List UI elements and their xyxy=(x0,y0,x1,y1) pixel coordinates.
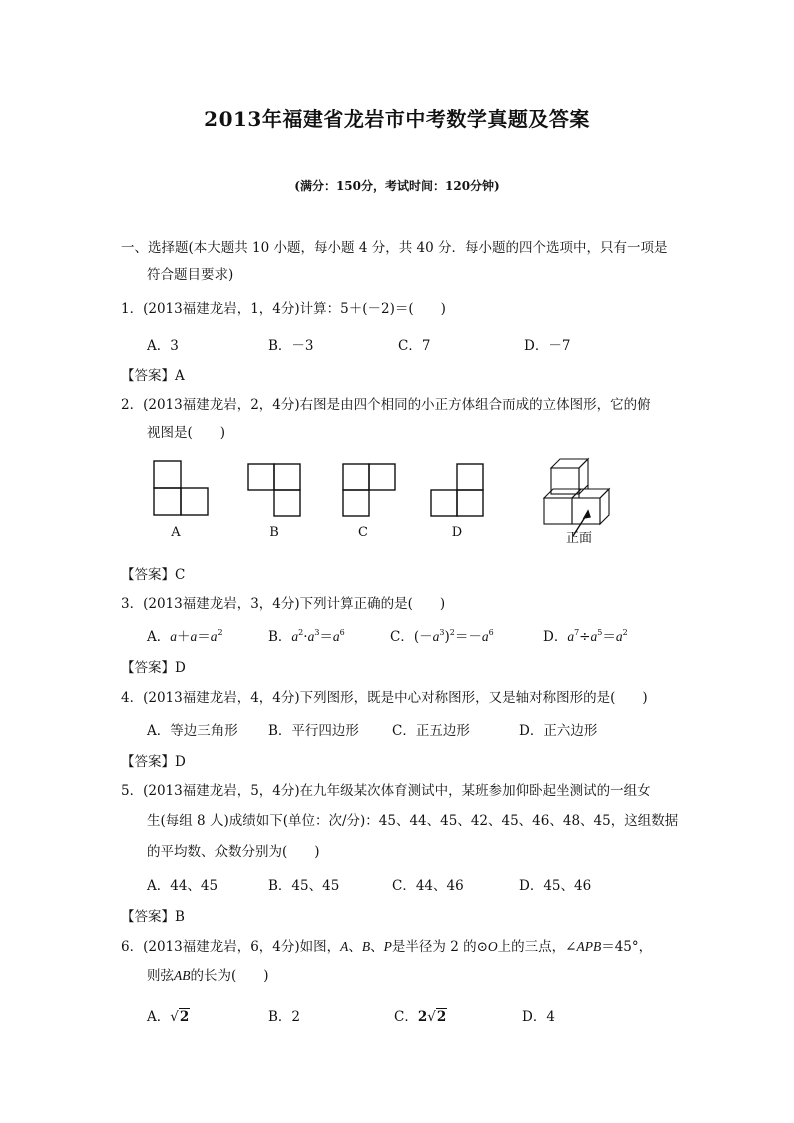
q2-figures xyxy=(0,458,794,548)
page-title: 2013年福建省龙岩市中考数学真题及答案 xyxy=(204,107,590,131)
answer-prefix: 【答案】 xyxy=(121,368,175,384)
q5-option-b: B．45、45 xyxy=(268,878,340,894)
question-5-stem-line2: 生(每组 8 人)成绩如下(单位：次/分)：45、44、45、42、45、46、48、45，这组数据 xyxy=(147,813,679,829)
section-heading-line1: 一、选择题(本大题共 10 小题，每小题 4 分，共 40 分．每小题的四个选项中，只有一项是 xyxy=(121,240,668,256)
question-5-stem-line1: 5．(2013福建龙岩，5，4分)在九年级某次体育测试中，某班参加仰卧起坐测试的一组女 xyxy=(121,783,651,799)
answer-value: D xyxy=(175,754,186,770)
q2-front-label: 正面 xyxy=(566,531,593,546)
answer-prefix: 【答案】 xyxy=(121,660,175,676)
q6-option-b: B．2 xyxy=(268,1009,301,1025)
q3-option-b: B．$a^2\cdot a^3=a^6$ xyxy=(268,628,345,645)
q6-option-d: D．4 xyxy=(522,1009,555,1025)
q5-option-d: D．45、46 xyxy=(519,878,592,894)
sqrt-icon: √2 xyxy=(170,1009,190,1025)
answer-value: D xyxy=(175,660,186,676)
q5-option-a: A．44、45 xyxy=(147,878,219,894)
question-2-stem-line2: 视图是( ) xyxy=(147,425,226,441)
answer-value: C xyxy=(175,567,186,583)
q4-option-c: C．正五边形 xyxy=(392,723,470,739)
q4-option-d: D．正六边形 xyxy=(519,723,598,739)
q3-option-c: C．$(-a^3)^2=-a^6$ xyxy=(390,628,494,645)
q6-option-c: C．2√2 xyxy=(394,1009,447,1025)
answer-prefix: 【答案】 xyxy=(121,909,175,925)
question-1-stem: 1．(2013福建龙岩，1，4分)计算：5＋(－2)＝( ) xyxy=(121,301,446,317)
q4-option-b: B．平行四边形 xyxy=(268,723,359,739)
question-6-stem-line1: 6．(2013福建龙岩，6，4分)如图，A、B、P是半径为 2 的⊙O上的三点，∠APB＝45°， xyxy=(121,939,653,955)
q2-option-b-figure xyxy=(248,464,300,516)
question-3-stem: 3．(2013福建龙岩，3，4分)下列计算正确的是( ) xyxy=(121,596,446,612)
question-6-stem-line2: 则弦AB的长为( ) xyxy=(147,968,269,984)
q2-option-d-figure xyxy=(431,464,483,516)
q1-option-b: B．－3 xyxy=(268,338,314,354)
q3-option-a: A．$a+a=a^2$ xyxy=(147,628,223,645)
q2-option-c-figure xyxy=(343,464,395,516)
q2-label-d: D xyxy=(451,525,463,540)
question-4-stem: 4．(2013福建龙岩，4，4分)下列图形，既是中心对称图形，又是轴对称图形的是( ) xyxy=(121,690,648,706)
q5-option-c: C．44、46 xyxy=(392,878,464,894)
exam-info: (满分：150分，考试时间：120分钟) xyxy=(294,179,500,193)
q5-answer xyxy=(121,905,185,925)
q3-answer xyxy=(121,656,186,676)
q1-answer xyxy=(121,364,185,384)
answer-prefix: 【答案】 xyxy=(121,567,175,583)
q1-option-c: C．7 xyxy=(398,338,431,354)
q2-answer xyxy=(121,563,185,583)
q2-label-c: C xyxy=(358,525,368,540)
q6-option-a: A．√2 xyxy=(147,1009,190,1025)
q2-label-a: A xyxy=(171,525,181,540)
q1-option-a: A．3 xyxy=(147,338,179,354)
sqrt-icon: √2 xyxy=(427,1009,447,1025)
q2-solid-figure xyxy=(544,459,609,524)
q3-option-d: D．$a^7\div a^5=a^2$ xyxy=(543,628,628,645)
question-5-stem-line3: 的平均数、众数分别为( ) xyxy=(147,844,320,860)
question-2-stem-line1: 2．(2013福建龙岩，2，4分)右图是由四个相同的小正方体组合而成的立体图形，它的俯 xyxy=(121,397,651,413)
q4-option-a: A．等边三角形 xyxy=(147,723,238,739)
answer-prefix: 【答案】 xyxy=(121,754,175,770)
q1-option-d: D．－7 xyxy=(524,338,571,354)
answer-value: B xyxy=(175,909,185,925)
answer-value: A xyxy=(175,368,185,384)
section-heading-line2: 符合题目要求) xyxy=(147,267,234,283)
q2-option-a-figure xyxy=(154,461,208,515)
q4-answer xyxy=(121,750,186,770)
q2-label-b: B xyxy=(269,525,279,540)
